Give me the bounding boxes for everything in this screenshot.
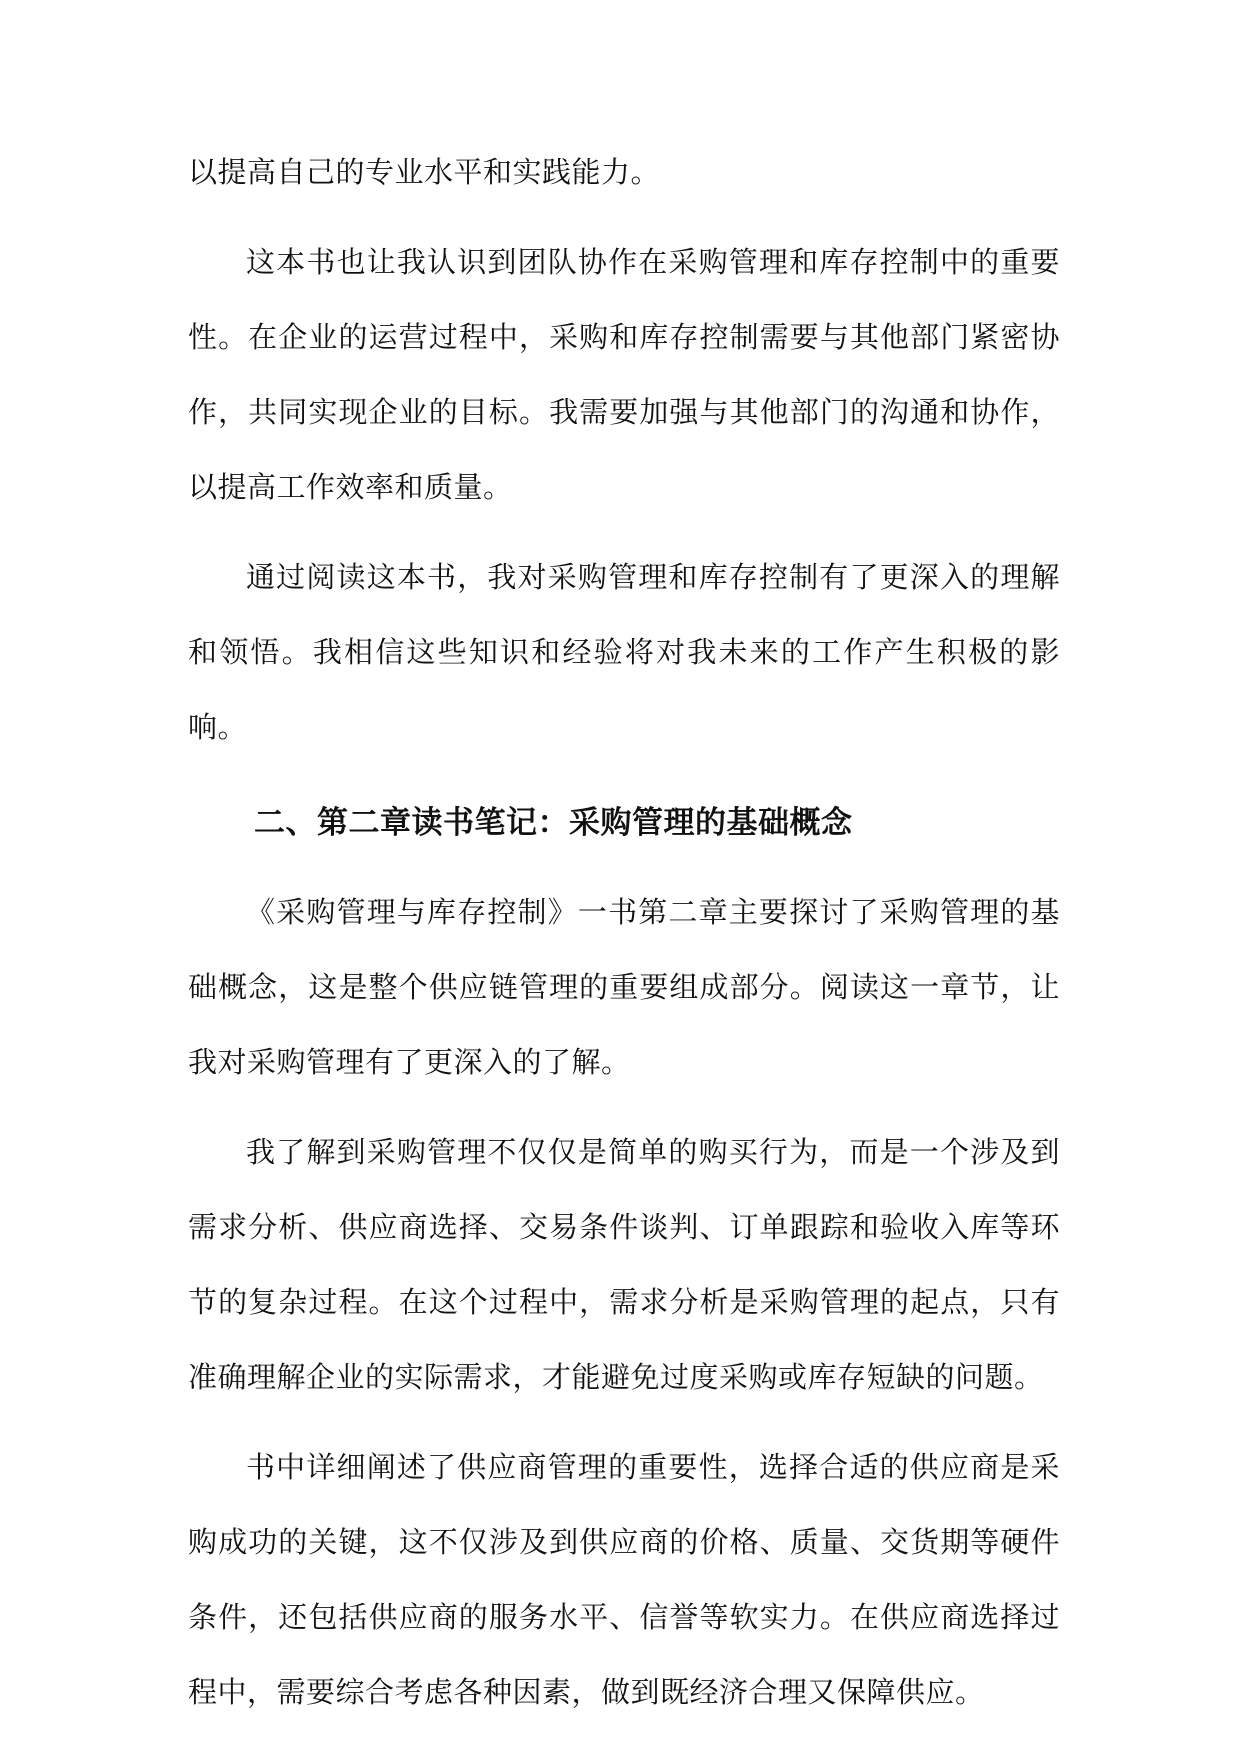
continued-paragraph: 以提高自己的专业水平和实践能力。 <box>188 155 661 189</box>
procurement-process-paragraph: 我了解到采购管理不仅仅是简单的购买行为，而是一个涉及到需求分析、供应商选择、交易条件谈判、订单跟踪和验收入库等环节的复杂过程。在这个过程中，需求分析是采购管理的起点，只有准确理解企业的实际需求，才能避免过度采购或库存短缺的问题。 <box>188 1135 1060 1394</box>
chapter-intro-paragraph: 《采购管理与库存控制》一书第二章主要探讨了采购管理的基础概念，这是整个供应链管理的重要组成部分。阅读这一章节，让我对采购管理有了更深入的了解。 <box>188 895 1060 1079</box>
teamwork-paragraph: 这本书也让我认识到团队协作在采购管理和库存控制中的重要性。在企业的运营过程中，采购和库存控制需要与其他部门紧密协作，共同实现企业的目标。我需要加强与其他部门的沟通和协作，以提高工作效率和质量。 <box>188 245 1060 504</box>
section-heading: 二、第二章读书笔记：采购管理的基础概念 <box>254 805 853 841</box>
document-page <box>188 135 1060 1745</box>
supplier-management-paragraph: 书中详细阐述了供应商管理的重要性，选择合适的供应商是采购成功的关键，这不仅涉及到供应商的价格、质量、交货期等硬件条件，还包括供应商的服务水平、信誉等软实力。在供应商选择过程中，需要综合考虑各种因素，做到既经济合理又保障供应。 <box>188 1450 1060 1709</box>
reading-summary-paragraph: 通过阅读这本书，我对采购管理和库存控制有了更深入的理解和领悟。我相信这些知识和经验将对我未来的工作产生积极的影响。 <box>188 560 1060 744</box>
